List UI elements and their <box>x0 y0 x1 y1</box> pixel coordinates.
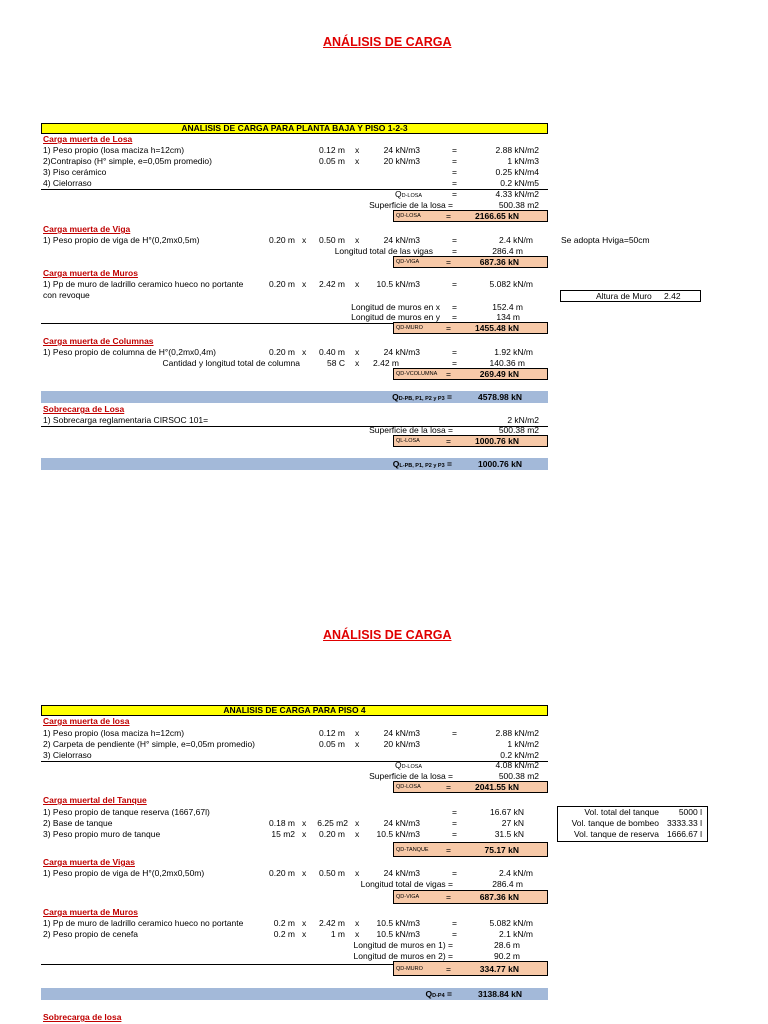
row-value: 2 kN/m2 <box>507 415 539 425</box>
row-thickness: 0.05 m <box>319 739 345 749</box>
row-value: 2.88 kN/m2 <box>495 728 539 738</box>
row-desc: 2) Carpeta de pendiente (H° simple, e=0,05m promedio) <box>43 739 255 749</box>
row-density: 10.5 kN/m3 <box>376 929 420 939</box>
q-subscript: D-LOSA <box>401 764 423 770</box>
total-dead-load-bar <box>41 988 548 1000</box>
row-value: 27 kN <box>501 818 524 828</box>
row-density: 24 kN/m3 <box>383 868 420 878</box>
result-box <box>393 961 548 976</box>
row-desc: 4) Cielorraso <box>43 178 92 188</box>
row-eq: = <box>452 178 457 188</box>
row-dim2: 0.50 m <box>319 868 345 878</box>
length-y-value: 134 m <box>496 312 520 322</box>
row-eq: = <box>452 918 457 928</box>
q-symbol: Q <box>395 189 402 199</box>
row-dim1: 0.18 m <box>269 818 295 828</box>
total-subscript: L-PB, P1, P2 y P3 <box>399 463 445 469</box>
result-value: 2041.55 kN <box>475 782 519 792</box>
table-header-2: ANALISIS DE CARGA PARA PISO 4 <box>41 705 548 716</box>
row-desc: 2)Contrapiso (H° simple, e=0,05m promedio) <box>43 156 212 166</box>
column-count-label: Cantidad y longitud total de columna <box>162 358 300 368</box>
page-title-1: ANÁLISIS DE CARGA <box>323 35 452 49</box>
row-value: 5.082 kN/m <box>489 279 533 289</box>
row-value: 16.67 kN <box>489 807 524 817</box>
section-heading-vigas: Carga muerta de Vigas <box>43 857 135 867</box>
total-symbol: Q <box>425 989 433 999</box>
row-desc: 1) Peso propio de columna de H°(0,2mx0,4m) <box>43 347 217 357</box>
row-x: x <box>302 918 307 928</box>
row-desc: 1) Peso propio de viga de H°(0,2mx0,5m) <box>43 235 200 245</box>
tank-volume-value: 1666.67 l <box>667 829 702 839</box>
row-density: 10.5 kN/m3 <box>376 829 420 839</box>
total-value: 4578.98 kN <box>478 392 522 402</box>
row-eq: = <box>452 302 457 312</box>
length-x-value: 152.4 m <box>492 302 523 312</box>
result-label: QD-VIGA <box>396 894 420 900</box>
row-x: x <box>355 818 360 828</box>
divider <box>41 323 393 324</box>
tank-volume-value: 3333.33 l <box>667 818 702 828</box>
total-eq: = <box>447 392 452 402</box>
altura-muro-box <box>560 290 701 302</box>
row-density: 24 kN/m3 <box>383 818 420 828</box>
result-box <box>393 890 548 904</box>
row-desc: 3) Piso cerámico <box>43 167 107 177</box>
result-label: QD-MURO <box>396 966 423 972</box>
row-x: x <box>355 929 360 939</box>
row-eq: = <box>452 156 457 166</box>
row-value: 0.25 kN/m4 <box>495 167 539 177</box>
result-eq: = <box>446 257 451 267</box>
altura-value: 2.42 <box>664 291 681 301</box>
result-box <box>393 368 548 380</box>
row-x: x <box>302 235 307 245</box>
result-value: 2166.65 kN <box>475 211 519 221</box>
row-value: 4.08 kN/m2 <box>495 760 539 770</box>
row-eq: = <box>452 279 457 289</box>
result-eq: = <box>446 845 451 855</box>
page-title-2: ANÁLISIS DE CARGA <box>323 628 452 642</box>
row-value: 2.4 kN/m <box>498 235 533 245</box>
result-value: 334.77 kN <box>479 964 519 974</box>
row-x: x <box>302 929 307 939</box>
section-heading-sobrecarga: Sobrecarga de Losa <box>43 404 125 414</box>
row-eq: = <box>452 189 457 199</box>
row-eq: = <box>452 235 457 245</box>
result-eq: = <box>446 323 451 333</box>
length-y-label: Longitud de muros en y <box>351 312 440 322</box>
row-desc: 1) Peso propio de tanque reserva (1667,67l) <box>43 807 210 817</box>
row-x: x <box>302 829 307 839</box>
row-value: 31.5 kN <box>494 829 524 839</box>
result-box <box>393 256 548 268</box>
column-height: 2.42 m <box>373 358 399 368</box>
row-value: 2.88 kN/m2 <box>495 145 539 155</box>
row-desc: 2) Peso propio de cenefa <box>43 929 138 939</box>
row-eq: = <box>452 868 457 878</box>
section-heading-losa: Carga muerta de losa <box>43 716 130 726</box>
result-box <box>393 781 548 793</box>
row-eq: = <box>452 829 457 839</box>
result-eq: = <box>446 782 451 792</box>
tank-volume-row <box>558 818 702 829</box>
row-x: x <box>355 279 360 289</box>
result-box <box>393 435 548 447</box>
result-eq: = <box>446 211 451 221</box>
row-value: 1 kN/m3 <box>507 156 539 166</box>
result-label: QD-LOSA <box>396 213 421 219</box>
result-eq: = <box>446 436 451 446</box>
total-dead-load-bar <box>41 391 548 403</box>
row-dim2: 2.42 m <box>319 918 345 928</box>
row-eq: = <box>452 818 457 828</box>
result-label: QD-LOSA <box>396 784 421 790</box>
column-count: 58 C <box>327 358 345 368</box>
row-value: 0.2 kN/m5 <box>500 178 539 188</box>
length-2-value: 90.2 m <box>494 951 520 961</box>
row-density: 20 kN/m3 <box>383 156 420 166</box>
row-density: 10.5 kN/m3 <box>376 279 420 289</box>
surface-value: 500.38 m2 <box>498 200 539 210</box>
row-density: 10.5 kN/m3 <box>376 918 420 928</box>
total-eq: = <box>447 989 452 999</box>
result-label: QD-VCOLUMNA <box>396 371 438 377</box>
row-thickness: 0.12 m <box>319 145 345 155</box>
length-x-label: Longitud de muros en x <box>351 302 440 312</box>
total-label <box>393 459 452 471</box>
row-x: x <box>355 235 360 245</box>
result-label: QL-LOSA <box>396 438 420 444</box>
total-label <box>392 392 452 404</box>
q-symbol: Q <box>395 760 402 770</box>
result-box <box>393 210 548 222</box>
total-eq: = <box>447 459 452 469</box>
row-desc: 1) Pp de muro de ladrillo ceramico hueco no portante <box>43 279 244 289</box>
row-eq: = <box>452 312 457 322</box>
row-density: 24 kN/m3 <box>383 235 420 245</box>
tank-volume-row <box>558 807 702 818</box>
length-value: 286.4 m <box>492 246 523 256</box>
row-x: x <box>355 918 360 928</box>
row-desc: 1) Peso propio (losa maciza h=12cm) <box>43 728 185 738</box>
section-heading-columnas: Carga muerta de Columnas <box>43 336 154 346</box>
section-heading-muros: Carga muerta de Muros <box>43 907 138 917</box>
total-label <box>426 989 453 1001</box>
row-value: 1.92 kN/m <box>494 347 533 357</box>
tank-volume-label: Vol. tanque de reserva <box>573 829 659 839</box>
tank-volume-box <box>557 806 708 842</box>
surface-value: 500.38 m2 <box>498 425 539 435</box>
altura-label: Altura de Muro <box>596 291 652 301</box>
row-dim2: 0.20 m <box>319 829 345 839</box>
row-density: 24 kN/m3 <box>383 145 420 155</box>
row-desc: 1) Peso propio (losa maciza h=12cm) <box>43 145 185 155</box>
result-box <box>393 842 548 857</box>
row-eq: = <box>452 145 457 155</box>
row-eq: = <box>452 728 457 738</box>
result-value: 269.49 kN <box>479 369 519 379</box>
row-desc: 1) Sobrecarga reglamentaria CIRSOC 101= <box>43 415 209 425</box>
row-x: x <box>355 145 360 155</box>
result-value: 687.36 kN <box>479 257 519 267</box>
result-value: 687.36 kN <box>479 892 519 902</box>
section-heading-muros: Carga muerta de Muros <box>43 268 138 278</box>
result-label: QD-MURO <box>396 325 423 331</box>
row-density: 24 kN/m3 <box>383 728 420 738</box>
total-subscript: D-P4 <box>432 993 445 999</box>
row-x: x <box>355 829 360 839</box>
result-label: QD-TANQUE <box>396 847 429 853</box>
row-dim2: 2.42 m <box>319 279 345 289</box>
row-x: x <box>302 347 307 357</box>
length-1-value: 28.6 m <box>494 940 520 950</box>
row-dim1: 0.20 m <box>269 868 295 878</box>
row-desc-cont: con revoque <box>43 290 90 300</box>
tank-volume-row <box>558 829 702 840</box>
row-x: x <box>355 728 360 738</box>
row-dim1: 0.2 m <box>273 929 295 939</box>
row-thickness: 0.12 m <box>319 728 345 738</box>
row-x: x <box>355 739 360 749</box>
row-desc: 2) Base de tanque <box>43 818 113 828</box>
length-label: Longitud total de las vigas <box>334 246 433 256</box>
row-density: 24 kN/m3 <box>383 347 420 357</box>
total-value: 3138.84 kN <box>478 989 522 999</box>
result-value: 1455.48 kN <box>475 323 519 333</box>
row-x: x <box>355 868 360 878</box>
row-desc: 3) Cielorraso <box>43 750 92 760</box>
row-desc: 3) Peso propio muro de tanque <box>43 829 161 839</box>
section-heading-losa: Carga muerta de Losa <box>43 134 133 144</box>
note-hviga: Se adopta Hviga=50cm <box>561 235 650 245</box>
column-length-value: 140.36 m <box>489 358 525 368</box>
result-value: 75.17 kN <box>484 845 519 855</box>
row-value: 2.1 kN/m <box>498 929 533 939</box>
row-eq: = <box>452 358 457 368</box>
row-value: 2.4 kN/m <box>498 868 533 878</box>
total-symbol: Q <box>392 392 399 402</box>
row-eq: = <box>452 929 457 939</box>
row-x: x <box>355 156 360 166</box>
total-symbol: Q <box>392 459 400 469</box>
row-dim2: 6.25 m2 <box>317 818 348 828</box>
tank-volume-label: Vol. tanque de bombeo <box>571 818 659 828</box>
length-1-label: Longitud de muros en 1) = <box>353 940 453 950</box>
length-label: Longitud total de vigas = <box>360 879 453 889</box>
row-x: x <box>302 868 307 878</box>
row-dim1: 0.20 m <box>269 235 295 245</box>
row-x: x <box>302 818 307 828</box>
surface-label: Superficie de la losa = <box>369 771 453 781</box>
row-thickness: 0.05 m <box>319 156 345 166</box>
row-value: 5.082 kN/m <box>489 918 533 928</box>
row-eq: = <box>452 246 457 256</box>
row-dim1: 0.20 m <box>269 279 295 289</box>
result-box <box>393 322 548 334</box>
total-value: 1000.76 kN <box>478 459 522 469</box>
tank-volume-label: Vol. total del tanque <box>584 807 659 817</box>
row-density: 20 kN/m3 <box>383 739 420 749</box>
row-dim1: 0.2 m <box>273 918 295 928</box>
result-eq: = <box>446 892 451 902</box>
row-dim1: 0.20 m <box>269 347 295 357</box>
result-value: 1000.76 kN <box>475 436 519 446</box>
row-dim2: 0.50 m <box>319 235 345 245</box>
row-eq: = <box>452 167 457 177</box>
surface-value: 500.38 m2 <box>498 771 539 781</box>
section-heading-viga: Carga muerta de Viga <box>43 224 131 234</box>
length-2-label: Longitud de muros en 2) = <box>353 951 453 961</box>
row-dim2: 0.40 m <box>319 347 345 357</box>
total-live-load-bar <box>41 458 548 470</box>
row-value: 1 kN/m2 <box>507 739 539 749</box>
section-heading-sobrecarga: Sobrecarga de losa <box>43 1012 122 1022</box>
row-desc: 1) Peso propio de viga de H°(0,2mx0,50m) <box>43 868 205 878</box>
row-desc: 1) Pp de muro de ladrillo ceramico hueco no portante <box>43 918 244 928</box>
section-heading-tanque: Carga muertal del Tanque <box>43 795 147 805</box>
total-subscript: D-PB, P1, P2 y P3 <box>398 396 445 402</box>
divider <box>41 964 393 965</box>
result-eq: = <box>446 369 451 379</box>
row-eq: = <box>452 347 457 357</box>
row-eq: = <box>452 807 457 817</box>
row-x: x <box>302 279 307 289</box>
q-subscript: D-LOSA <box>401 193 423 199</box>
table-header-1: ANALISIS DE CARGA PARA PLANTA BAJA Y PISO 1-2-3 <box>41 123 548 134</box>
tank-volume-value: 5000 l <box>678 807 702 817</box>
result-eq: = <box>446 964 451 974</box>
row-dim1: 15 m2 <box>271 829 295 839</box>
row-x: x <box>355 358 360 368</box>
row-dim2: 1 m <box>330 929 345 939</box>
surface-label: Superficie de la losa = <box>369 425 453 435</box>
row-value: 4.33 kN/m2 <box>495 189 539 199</box>
result-label: QD-VIGA <box>396 259 420 265</box>
surface-label: Superficie de la losa = <box>369 200 453 210</box>
row-x: x <box>355 347 360 357</box>
length-value: 286.4 m <box>492 879 523 889</box>
row-value: 0.2 kN/m2 <box>500 750 539 760</box>
